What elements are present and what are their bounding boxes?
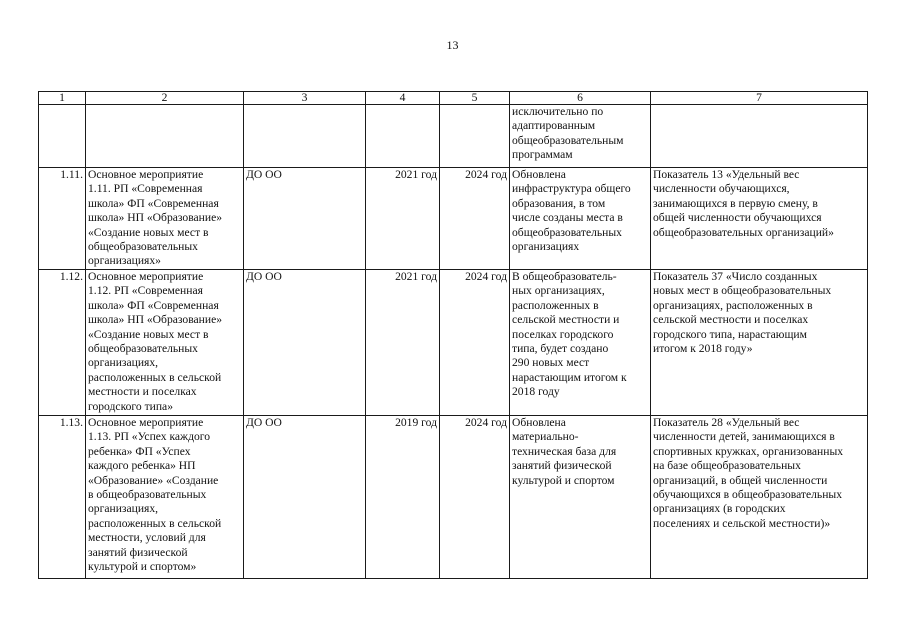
- column-header-6: 6: [510, 92, 651, 105]
- table-row: [39, 168, 868, 270]
- table-row: [39, 105, 868, 168]
- expected-result: исключительно по адаптированным общеобразовательным программам: [510, 105, 651, 168]
- end-year: 2024 год: [440, 270, 510, 416]
- start-year: 2021 год: [366, 168, 440, 270]
- start-year: 2021 год: [366, 270, 440, 416]
- column-header-7: 7: [651, 92, 868, 105]
- executor: ДО ОО: [244, 168, 366, 270]
- start-year: [366, 105, 440, 168]
- row-number: [39, 105, 86, 168]
- row-number: 1.11.: [39, 168, 86, 270]
- end-year: [440, 105, 510, 168]
- row-number: 1.13.: [39, 416, 86, 579]
- table-row: [39, 270, 868, 416]
- column-header-5: 5: [440, 92, 510, 105]
- expected-result: Обновлена материально- техническая база для занятий физической культурой и спортом: [510, 416, 651, 579]
- expected-result: В общеобразователь- ных организациях, расположенных в сельской местности и поселках городского типа, будет создано 290 новых мест нарастающим итогом к 2018 году: [510, 270, 651, 416]
- column-header-4: 4: [366, 92, 440, 105]
- end-year: 2024 год: [440, 168, 510, 270]
- expected-result: Обновлена инфраструктура общего образования, в том числе созданы места в общеобразовательных организациях: [510, 168, 651, 270]
- event-name: Основное мероприятие 1.13. РП «Успех каждого ребенка» ФП «Успех каждого ребенка» НП «Образование» «Создание в общеобразовательных организациях, расположенных в сельской местности, условий для занятий физической культурой и спортом»: [86, 416, 244, 579]
- column-header-1: 1: [39, 92, 86, 105]
- table-header: [39, 92, 868, 105]
- event-name: Основное мероприятие 1.11. РП «Современная школа» ФП «Современная школа» НП «Образование» «Создание новых мест в общеобразовательных организациях»: [86, 168, 244, 270]
- executor: ДО ОО: [244, 270, 366, 416]
- indicator: Показатель 28 «Удельный вес численности детей, занимающихся в спортивных кружках, организованных на базе общеобразовательных организаций, в общей численности обучающихся в общеобразовательных организациях (в городских поселениях и сельской местности)»: [651, 416, 868, 579]
- indicator: Показатель 13 «Удельный вес численности обучающихся, занимающихся в первую смену, в общей численности обучающихся общеобразовательных организаций»: [651, 168, 868, 270]
- table-body: [39, 105, 868, 579]
- indicator: [651, 105, 868, 168]
- program-activities-table: [38, 91, 868, 579]
- executor: [244, 105, 366, 168]
- executor: ДО ОО: [244, 416, 366, 579]
- table-row: [39, 416, 868, 579]
- header-row: [39, 92, 868, 105]
- page-number: 13: [446, 38, 459, 52]
- event-name: [86, 105, 244, 168]
- event-name: Основное мероприятие 1.12. РП «Современная школа» ФП «Современная школа» НП «Образование» «Создание новых мест в общеобразовательных организациях, расположенных в сельской местности и поселках городского типа»: [86, 270, 244, 416]
- row-number: 1.12.: [39, 270, 86, 416]
- start-year: 2019 год: [366, 416, 440, 579]
- column-header-2: 2: [86, 92, 244, 105]
- column-header-3: 3: [244, 92, 366, 105]
- end-year: 2024 год: [440, 416, 510, 579]
- indicator: Показатель 37 «Число созданных новых мест в общеобразовательных организациях, расположенных в сельской местности и поселках городского типа, нарастающим итогом к 2018 году»: [651, 270, 868, 416]
